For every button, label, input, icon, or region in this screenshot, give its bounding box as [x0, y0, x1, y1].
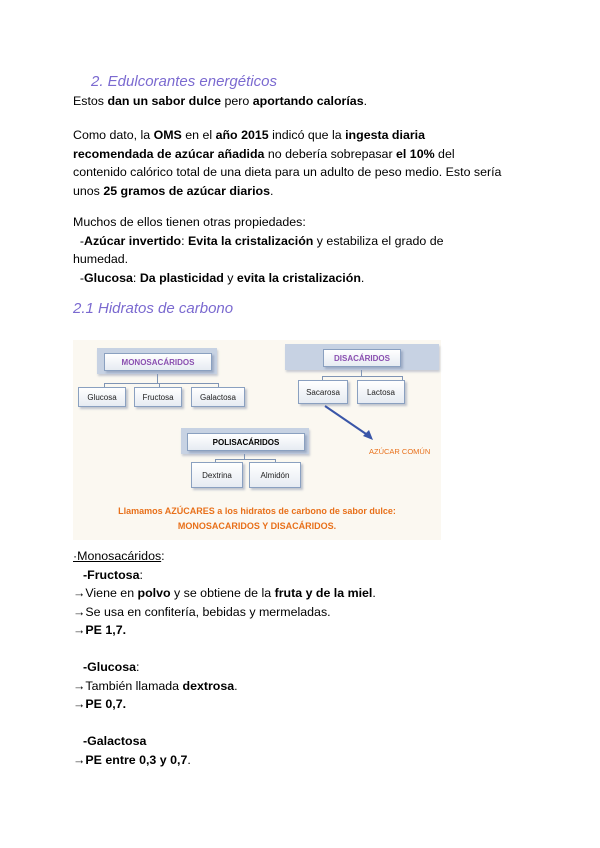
- mono-header: MONOSACÁRIDOS: [104, 353, 212, 371]
- galactosa-title: -Galactosa: [83, 734, 147, 748]
- azucar-comun-label: AZÚCAR COMÚN: [369, 447, 431, 456]
- arrow-icon: [323, 404, 383, 444]
- fructosa-title: -Fructosa: [83, 567, 140, 582]
- poli-item-almidon: Almidón: [249, 462, 301, 488]
- diagram-note-line1: Llamamos AZÚCARES a los hidratos de carbono de sabor dulce:: [118, 506, 396, 516]
- glucosa-title: -Glucosa: [83, 660, 137, 674]
- mono-item-fructosa: Fructosa: [134, 387, 182, 407]
- paragraph-propiedades: Muchos de ellos tienen otras propiedades: -Azúcar invertido: Evita la cristalización y estabiliza el grado de humedad. -Glucosa: Da plasticidad y evita la cristalización.: [73, 215, 444, 285]
- paragraph-intro: Estos dan un sabor dulce pero aportando calorías.: [73, 94, 368, 108]
- section-heading-hidratos: 2.1 Hidratos de carbono: [73, 300, 234, 317]
- di-item-lactosa: Lactosa: [357, 380, 405, 404]
- di-header: DISACÁRIDOS: [323, 349, 401, 367]
- section-heading-edulcorantes: 2. Edulcorantes energéticos: [91, 73, 277, 90]
- poli-item-dextrina: Dextrina: [191, 462, 243, 488]
- carbohydrate-diagram: [73, 340, 441, 540]
- monosacaridos-title: ·Monosacáridos: [73, 549, 162, 563]
- monosacaridos-list: ·Monosacáridos: -Fructosa: →Viene en polvo y se obtiene de la fruta y de la miel. →Se usa en confitería, bebidas y mermeladas. →PE 1,7. -Glucosa: →También llamada dextrosa. →PE 0,7. -Galactosa →PE entre 0,3 y 0,7.: [73, 549, 376, 767]
- diagram-note-line2: MONOSACARIDOS Y DISACÁRIDOS.: [177, 521, 337, 531]
- paragraph-oms: Como dato, la OMS en el año 2015 indicó que la ingesta diaria recomendada de azúcar añadida no debería sobrepasar el 10% del contenido calórico total de una dieta para un adulto de peso medio. Esto sería unos 25 gramos de azúcar diarios.: [73, 128, 502, 198]
- di-item-sacarosa: Sacarosa: [298, 380, 348, 404]
- mono-item-galactosa: Galactosa: [191, 387, 245, 407]
- poli-header: POLISACÁRIDOS: [187, 433, 305, 451]
- mono-item-glucosa: Glucosa: [78, 387, 126, 407]
